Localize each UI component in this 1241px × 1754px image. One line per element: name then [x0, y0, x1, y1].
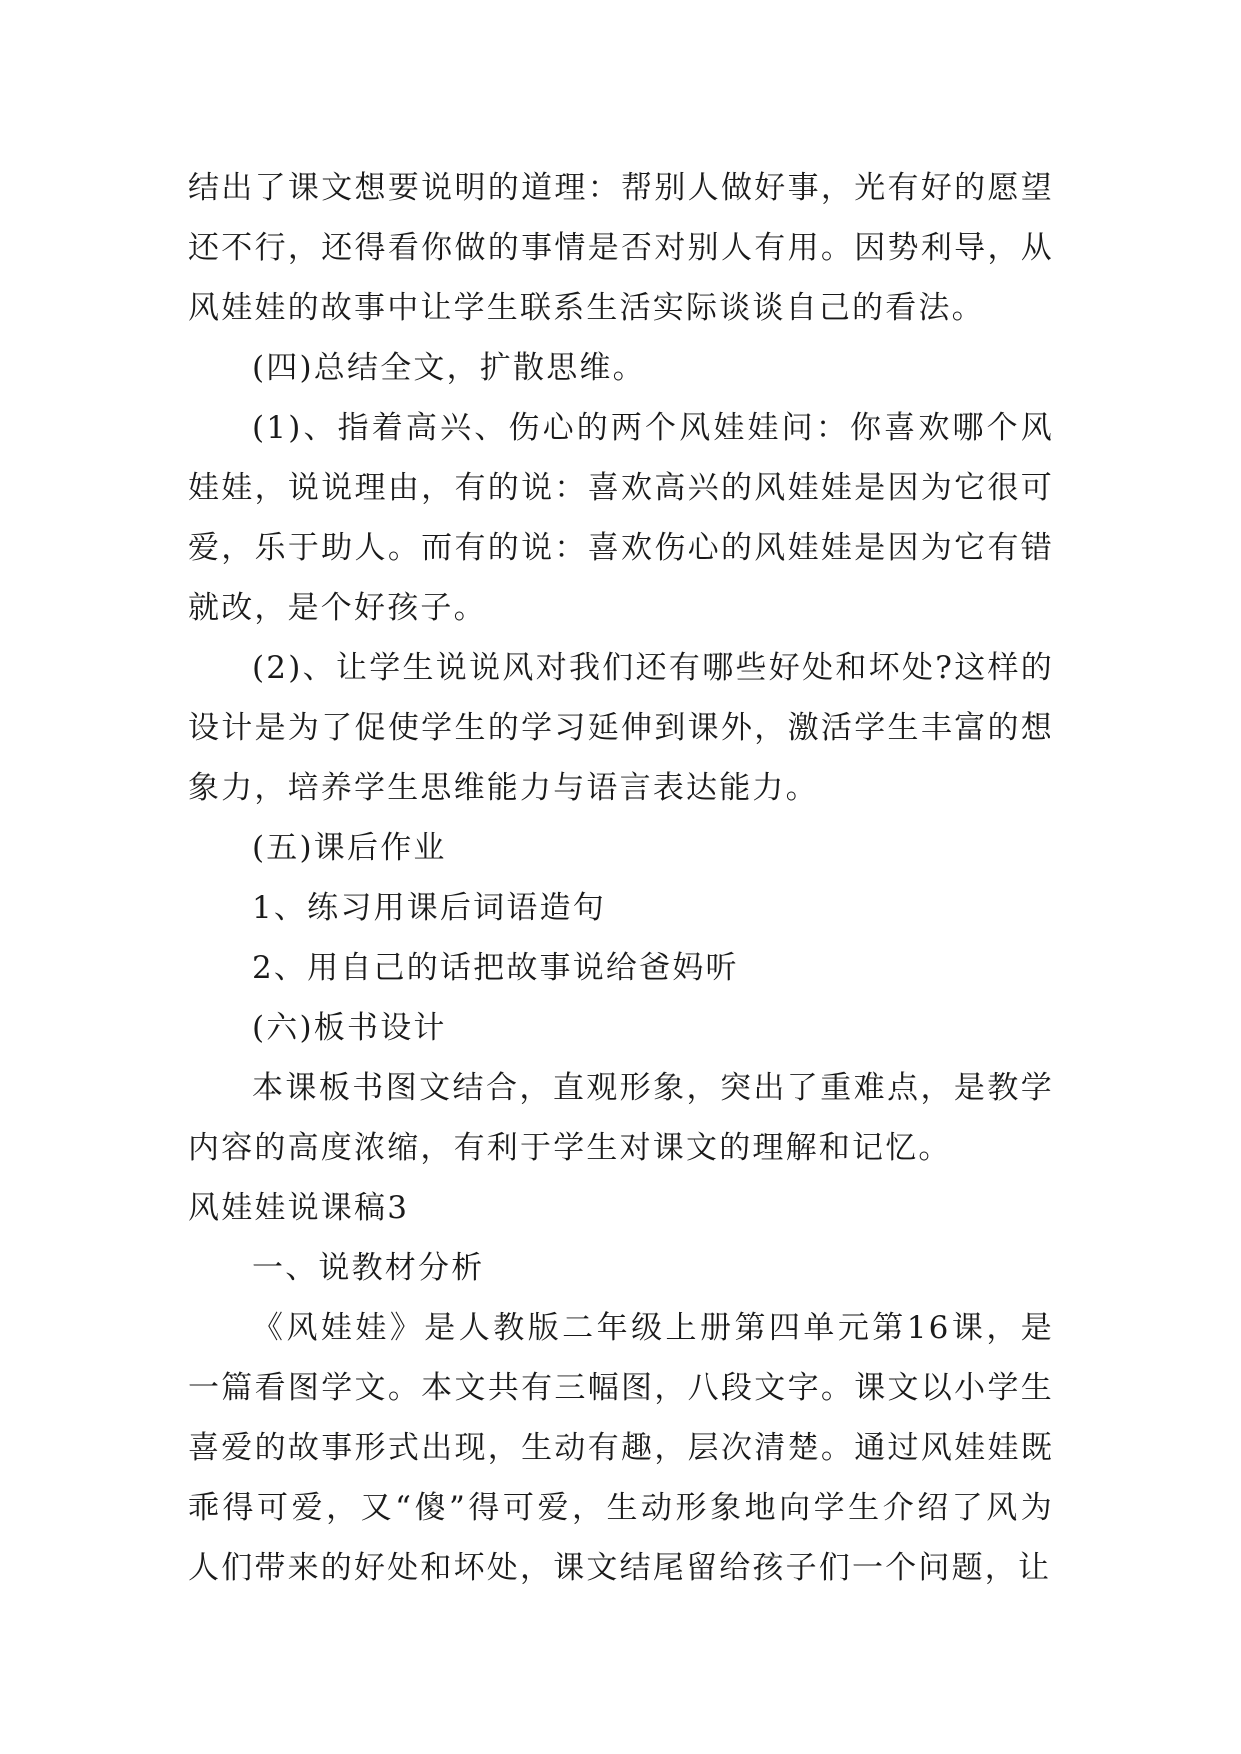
homework-item-1: 1、练习用课后词语造句 — [252, 890, 606, 926]
paragraph-continuation: 结出了课文想要说明的道理：帮别人做好事，光有好的愿望还不行，还得看你做的事情是否对别人有用。因势利导，从风娃娃的故事中让学生联系生活实际谈谈自己的看法。 — [188, 170, 1054, 326]
paragraph-item-1: (1)、指着高兴、伤心的两个风娃娃问：你喜欢哪个风娃娃，说说理由，有的说：喜欢高兴的风娃娃是因为它很可爱，乐于助人。而有的说：喜欢伤心的风娃娃是因为它有错就改，是个好孩子。 — [188, 410, 1054, 626]
document-title: 风娃娃说课稿3 — [188, 1190, 410, 1226]
section-heading-homework: (五)课后作业 — [252, 830, 447, 866]
section-heading-summary: (四)总结全文，扩散思维。 — [252, 350, 646, 386]
section-heading-analysis: 一、说教材分析 — [252, 1250, 485, 1286]
paragraph-item-2: (2)、让学生说说风对我们还有哪些好处和坏处?这样的设计是为了促使学生的学习延伸到课外，激活学生丰富的想象力，培养学生思维能力与语言表达能力。 — [188, 650, 1054, 806]
homework-item-2: 2、用自己的话把故事说给爸妈听 — [252, 950, 739, 986]
paragraph-blackboard: 本课板书图文结合，直观形象，突出了重难点，是教学内容的高度浓缩，有利于学生对课文的理解和记忆。 — [188, 1070, 1054, 1166]
section-heading-blackboard: (六)板书设计 — [252, 1010, 447, 1046]
document-body — [188, 158, 1054, 1598]
paragraph-analysis: 《风娃娃》是人教版二年级上册第四单元第16课，是一篇看图学文。本文共有三幅图，八段文字。课文以小学生喜爱的故事形式出现，生动有趣，层次清楚。通过风娃娃既乖得可爱，又“傻”得可爱，生动形象地向学生介绍了风为人们带来的好处和坏处，课文结尾留给孩子们一个问题，让 — [188, 1310, 1054, 1586]
